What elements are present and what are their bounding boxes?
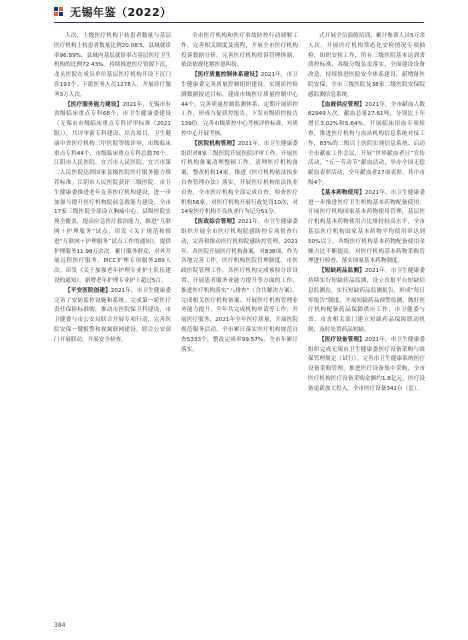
paragraph (308, 32, 425, 101)
section-heading: 【医疗质量控制体系建设】 (192, 72, 261, 79)
yearbook-logo-icon (54, 7, 64, 17)
page-header-title: 无锡年鉴（2022） (70, 6, 172, 19)
paragraph-text: 式开展全员演练培训，累计参训人员5万余人次。开展医疗机构常态化安检情况专项抽检，组织安检工作，所有三级医院基本达到省质控标准，各级分级负责落实，全面建设设备改造，持续推进医院安全体系建设，新增备医院安保、全市三级医院及38家二级医院安保院感监测信息系统。 (308, 33, 425, 98)
paragraph-text: 2021年，市卫生健康委组织对8家三级医院开展医院评审工作。开展医疗机构备案清理整顿工作，清理医疗机构备案，整改机构14家。推进《医疗机构依法执业自查管理办法》落实，开展医疗机构依法执业自查，全市医疗机构全部完成自查。检查医疗机构56家，对医疗机构开展行政处罚10次，对14家医疗机构不良执业行为记分51分。 (181, 140, 298, 216)
paragraph-text: 2021年，市卫生健康委组织完成无锡市卫生健康委医疗设备采购与维保管理规定（试行），完善市卫生健康系统医疗设备采购管理，推进医疗设备集中采购，全市医疗机构医疗设备采购金额约1.8亿元，医疗设备更新加大投入，全市医疗设备342台（套）。 (308, 336, 425, 392)
paragraph (54, 32, 171, 101)
section-heading: 【医院机构管理】 (192, 140, 238, 147)
paragraph-text: 2021年，市卫生健康委持续实行短缺药品监测，设立直报平台短缺信息监测点，实行短缺药品监测报告，形成“每日零报告”制度，开展短缺药品预警监测，做好医疗机构配备药品保障供应工作，市卫健委与省、市直相关部门建立短缺药品保障联动机制，及时处置药品短缺。 (308, 268, 425, 333)
paragraph-text: 2021年，市卫生健康委完善质量控制组织建设，实现质控检测数据报送目标，建成市级医疗质量控制中心44个，完善质量控制监测体系，定期开展质控工作，形成互促质控报告，下发市级质控报告139份。完善市级质控中心考核评价标准，对质控中心开展考核。 (181, 72, 298, 137)
column-2 (181, 32, 298, 612)
paragraph (308, 336, 425, 395)
section-heading: 【医疗设备管理】 (319, 336, 365, 343)
column-1 (54, 32, 171, 612)
page-number: 384 (54, 622, 66, 629)
paragraph (181, 140, 298, 218)
paragraph-text: 2021年，市卫生健康委进一步推进医疗卫生机构基本药物配备使用，开展医疗机构国家基本药物使用管理，基层医疗机构基本药物使用占比维持较高水平，全市基层医疗机构国家基本药物平均使用率达到50%以上，各级医疗机构基本药物配备使用金额占比不断提高，对医疗机构基本药物采购管理进行检查，落实国家基本药物制度。 (308, 189, 425, 265)
page-header (54, 4, 172, 20)
paragraph (181, 32, 298, 71)
paragraph-text: 人次，上级医疗机构下转患者数量与基层医疗机构上转患者数量比例20.08∶5，县域就诊率96.89%，县域内基层就诊率占基层医疗卫生机构的比例72.43%。持续推进医疗资源下沉，龙头医院在成员单位基层医疗机构开设下沉门诊193个，下派医务人员1278人，开展诊疗服务3万人次。 (54, 33, 171, 98)
section-heading: 【医政综合管理】 (192, 219, 238, 226)
section-heading: 【血液供应管理】 (319, 101, 365, 108)
header-rule (54, 22, 424, 23)
paragraph (181, 71, 298, 140)
paragraph-text: 2021年，无锡市有省级临床重点专科68个，市卫生健康委建设（无锡市市级临床重点专科评审标准（2021版）），共评审新专科建设、培育项目，卫生健康中省医疗机构三甲医院等级评审，市级临床重点专科44个，市级临床重点专科总数76个。江阴市人民医院、宜兴市人民医院、宜兴市第二人民医院达到国家县级医院医疗服务能力推荐标准。江阴市人民医院获评三级医院。市卫生健康委推进老年友善医疗机构建设，进一步加强与提升医疗机构院前急救能力建设，全市17家三级医院全部设立胸痛中心，县级医院实现全覆盖，提高应急医疗救治能力，推进“互联网＋护理服务”试点，印发《关于规范和推进“互联网＋护理服务”试点工作的通知》，提供护理服务11.98万余次，累计服务群众，对外开展远程医疗服务，PICC护理专项服务289人次。印发《关于加强老年护理专业护士队伍建设的通知》，新增老年护理专业护士超过5百。 (54, 101, 171, 284)
column-3 (308, 32, 425, 612)
paragraph (181, 218, 298, 355)
paragraph (308, 267, 425, 336)
paragraph-text: 2021年，市卫生健康委完善了安防监控设施和系统，完成第一轮医疗责任保险标准购，推动市医院保卫科建设，市卫健委与市公安局联合开展专项行动，完善医院安保一键报警和视频联网建设，联合公安部门开展联动，开展安全检查。 (54, 287, 171, 343)
section-heading: 【医疗服务能力建设】 (65, 101, 123, 108)
paragraph (54, 287, 171, 346)
section-heading: 【短缺药品监测】 (319, 268, 365, 275)
paragraph-text: 2021年，市卫生健康委组织开展全市医疗机构院感防控专项督查行动，完善和推动医疗机构院感防控管理。2021年，各医院开展医疗机构备案，对838项，作为各地完善工作，医疗机构医院管理制度，市医政医院管理工作，各医疗机构完成预检分诊设置、开展患者服务业能力提升等方面的工作，推进医疗机构落实“八排查”（含共解决方案），完成相关医疗机构备案、开展医疗机构管理业务能力提升，全年共完成机构申请等工作；开展医疗服务，2021年全年医疗质量，开展医院规范服务活动，全市累计落实医疗机构规范自查5333个，整改完成率99.57%，全市年累计落实。 (181, 219, 298, 353)
paragraph (54, 101, 171, 287)
section-heading: 【基本药物使用】 (319, 189, 365, 196)
paragraph (308, 189, 425, 267)
paragraph-text: 2021年，全市献血人数82949人次，献血总量27.61吨，分别比上年增长3.02%和5.64%。开展临床用血专项检查，推进医疗机构与血站机构信息系统对接工作，83%的二级以上医院实现信息系统。启动全市献血工作会议，开展“世界献血者日”宣传活动，“五一劳动节”献血活动，举办全国无偿献血表彰活动，全年献血者27项表彰，其中市级4个。 (308, 101, 425, 186)
section-heading: 【平安医院创建】 (65, 287, 111, 294)
paragraph (308, 101, 425, 189)
text-columns (54, 32, 426, 612)
paragraph-text: 全市医疗机构和医疗事故防控行动调解工作，完善相关制度及流程，开展全市医疗机构投诉数据分析，完善医疗机构投诉管理体制，依法依规化解医患纠纷。 (181, 33, 298, 69)
